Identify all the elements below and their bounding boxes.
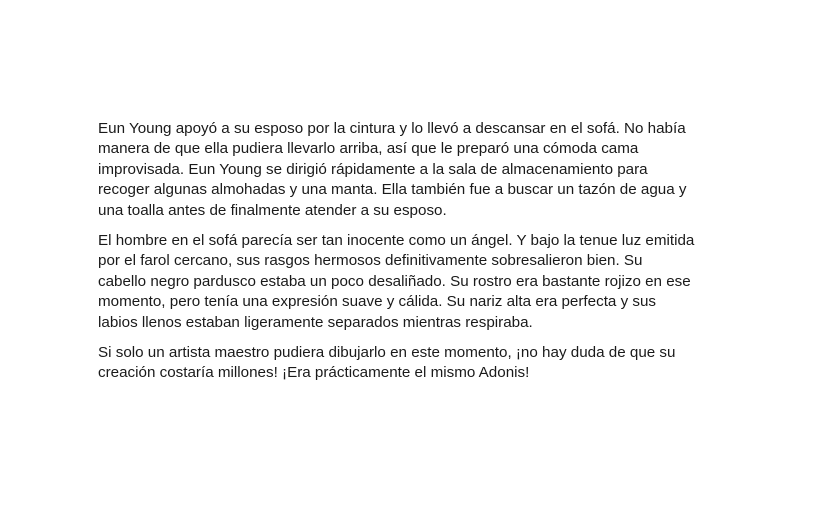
text-line: recoger algunas almohadas y una manta. Ella también fue a buscar un tazón de agua y [98, 181, 687, 199]
text-line: Si solo un artista maestro pudiera dibujarlo en este momento, ¡no hay duda de que su [98, 344, 676, 362]
text-line: El hombre en el sofá parecía ser tan inocente como un ángel. Y bajo la tenue luz emitida [98, 232, 695, 250]
text-line: creación costaría millones! ¡Era prácticamente el mismo Adonis! [98, 364, 530, 382]
paragraph-2 [98, 231, 738, 333]
text-line: improvisada. Eun Young se dirigió rápidamente a la sala de almacenamiento para [98, 160, 648, 178]
text-line: una toalla antes de finalmente atender a su esposo. [98, 201, 447, 219]
paragraph-3 [98, 343, 738, 384]
paragraph-1 [98, 119, 738, 221]
text-line: momento, pero tenía una expresión suave y cálida. Su nariz alta era perfecta y sus [98, 293, 657, 311]
text-line: manera de que ella pudiera llevarlo arriba, así que le preparó una cómoda cama [98, 140, 639, 158]
text-line: por el farol cercano, sus rasgos hermosos definitivamente sobresalieron bien. Su [98, 252, 643, 270]
text-line: Eun Young apoyó a su esposo por la cintura y lo llevó a descansar en el sofá. No había [98, 120, 686, 137]
text-line: labios llenos estaban ligeramente separados mientras respiraba. [98, 313, 533, 331]
text-line: cabello negro pardusco estaba un poco desaliñado. Su rostro era bastante rojizo en ese [98, 272, 691, 290]
text-body [98, 119, 738, 394]
